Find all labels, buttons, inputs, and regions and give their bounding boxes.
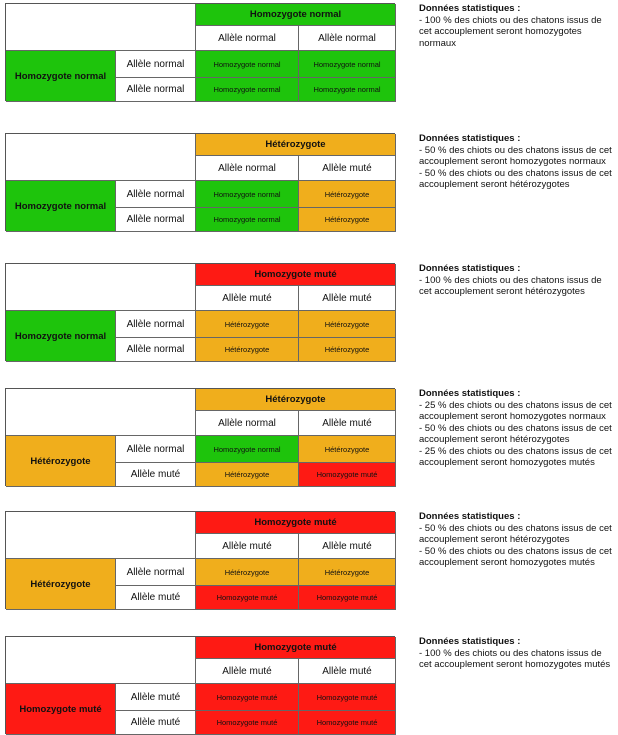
statistics-line: - 25 % des chiots ou des chatons issus de cet accouplement seront homozygotes mutés (419, 445, 612, 468)
empty-corner (6, 134, 196, 181)
column-allele-header: Allèle normal (299, 26, 396, 51)
genotype-result-cell: Homozygote normal (196, 51, 299, 78)
statistics-title: Données statistiques : (419, 388, 521, 399)
column-allele-header: Allèle muté (196, 286, 299, 311)
parent2-header: Homozygote muté (196, 512, 396, 534)
column-allele-header: Allèle normal (196, 156, 299, 181)
genotype-result-cell: Hétérozygote (299, 208, 396, 232)
row-allele-header: Allèle normal (116, 311, 196, 338)
genotype-result-cell: Homozygote normal (196, 436, 299, 463)
punnett-table (5, 263, 395, 361)
statistics-title: Données statistiques : (419, 3, 521, 14)
statistics-note (419, 263, 614, 298)
parent2-header: Homozygote muté (196, 264, 396, 286)
statistics-note (419, 3, 614, 49)
column-allele-header: Allèle normal (196, 411, 299, 436)
parent2-header: Homozygote muté (196, 637, 396, 659)
genotype-result-cell: Hétérozygote (299, 559, 396, 586)
genotype-result-cell: Homozygote muté (299, 711, 396, 735)
column-allele-header: Allèle muté (299, 156, 396, 181)
statistics-title: Données statistiques : (419, 263, 521, 274)
statistics-title: Données statistiques : (419, 511, 521, 522)
statistics-note (419, 511, 614, 569)
genotype-result-cell: Hétérozygote (299, 311, 396, 338)
genotype-result-cell: Homozygote normal (196, 78, 299, 102)
genotype-result-cell: Homozygote normal (196, 181, 299, 208)
punnett-table (5, 133, 395, 231)
genotype-result-cell: Hétérozygote (196, 311, 299, 338)
genotype-result-cell: Homozygote muté (299, 684, 396, 711)
row-allele-header: Allèle normal (116, 51, 196, 78)
empty-corner (6, 512, 196, 559)
statistics-line: - 50 % des chiots ou des chatons issus de cet accouplement seront hétérozygotes (419, 167, 612, 190)
statistics-line: - 100 % des chiots ou des chatons issus de cet accouplement seront homozygotes normaux (419, 14, 602, 49)
genotype-result-cell: Homozygote muté (299, 463, 396, 487)
column-allele-header: Allèle muté (196, 534, 299, 559)
genotype-result-cell: Homozygote muté (196, 586, 299, 610)
statistics-line: - 100 % des chiots ou des chatons issus de cet accouplement seront hétérozygotes (419, 274, 602, 297)
genotype-result-cell: Homozygote muté (196, 711, 299, 735)
genotype-result-cell: Hétérozygote (299, 181, 396, 208)
row-allele-header: Allèle normal (116, 181, 196, 208)
punnett-table (5, 388, 395, 486)
column-allele-header: Allèle muté (299, 286, 396, 311)
row-allele-header: Allèle normal (116, 338, 196, 362)
row-allele-header: Allèle normal (116, 208, 196, 232)
column-allele-header: Allèle muté (299, 659, 396, 684)
punnett-table (5, 511, 395, 609)
column-allele-header: Allèle muté (196, 659, 299, 684)
parent1-header: Homozygote normal (6, 181, 116, 232)
row-allele-header: Allèle muté (116, 586, 196, 610)
parent1-header: Hétérozygote (6, 436, 116, 487)
parent2-header: Hétérozygote (196, 389, 396, 411)
genotype-result-cell: Hétérozygote (196, 338, 299, 362)
genotype-result-cell: Hétérozygote (196, 559, 299, 586)
punnett-table (5, 636, 395, 734)
genotype-result-cell: Homozygote normal (299, 51, 396, 78)
row-allele-header: Allèle normal (116, 559, 196, 586)
genotype-result-cell: Homozygote normal (299, 78, 396, 102)
statistics-note (419, 388, 614, 469)
parent1-header: Homozygote muté (6, 684, 116, 735)
statistics-note (419, 133, 614, 191)
parent1-header: Homozygote normal (6, 311, 116, 362)
row-allele-header: Allèle muté (116, 463, 196, 487)
genotype-result-cell: Hétérozygote (299, 436, 396, 463)
parent1-header: Homozygote normal (6, 51, 116, 102)
column-allele-header: Allèle muté (299, 534, 396, 559)
genotype-result-cell: Homozygote normal (196, 208, 299, 232)
column-allele-header: Allèle muté (299, 411, 396, 436)
statistics-title: Données statistiques : (419, 636, 521, 647)
empty-corner (6, 264, 196, 311)
statistics-line: - 100 % des chiots ou des chatons issus de cet accouplement seront homozygotes mutés (419, 647, 611, 670)
genotype-result-cell: Hétérozygote (299, 338, 396, 362)
statistics-note (419, 636, 614, 671)
column-allele-header: Allèle normal (196, 26, 299, 51)
genotype-result-cell: Hétérozygote (196, 463, 299, 487)
parent1-header: Hétérozygote (6, 559, 116, 610)
statistics-line: - 50 % des chiots ou des chatons issus de cet accouplement seront hétérozygotes (419, 522, 612, 545)
genotype-result-cell: Homozygote muté (299, 586, 396, 610)
parent2-header: Homozygote normal (196, 4, 396, 26)
statistics-line: - 25 % des chiots ou des chatons issus de cet accouplement seront homozygotes normaux (419, 399, 612, 422)
row-allele-header: Allèle muté (116, 711, 196, 735)
statistics-line: - 50 % des chiots ou des chatons issus de cet accouplement seront hétérozygotes (419, 422, 612, 445)
row-allele-header: Allèle normal (116, 78, 196, 102)
statistics-line: - 50 % des chiots ou des chatons issus de cet accouplement seront homozygotes normaux (419, 144, 612, 167)
statistics-title: Données statistiques : (419, 133, 521, 144)
row-allele-header: Allèle muté (116, 684, 196, 711)
statistics-line: - 50 % des chiots ou des chatons issus de cet accouplement seront homozygotes mutés (419, 545, 612, 568)
row-allele-header: Allèle normal (116, 436, 196, 463)
genotype-result-cell: Homozygote muté (196, 684, 299, 711)
empty-corner (6, 389, 196, 436)
punnett-table (5, 3, 395, 101)
parent2-header: Hétérozygote (196, 134, 396, 156)
empty-corner (6, 637, 196, 684)
empty-corner (6, 4, 196, 51)
